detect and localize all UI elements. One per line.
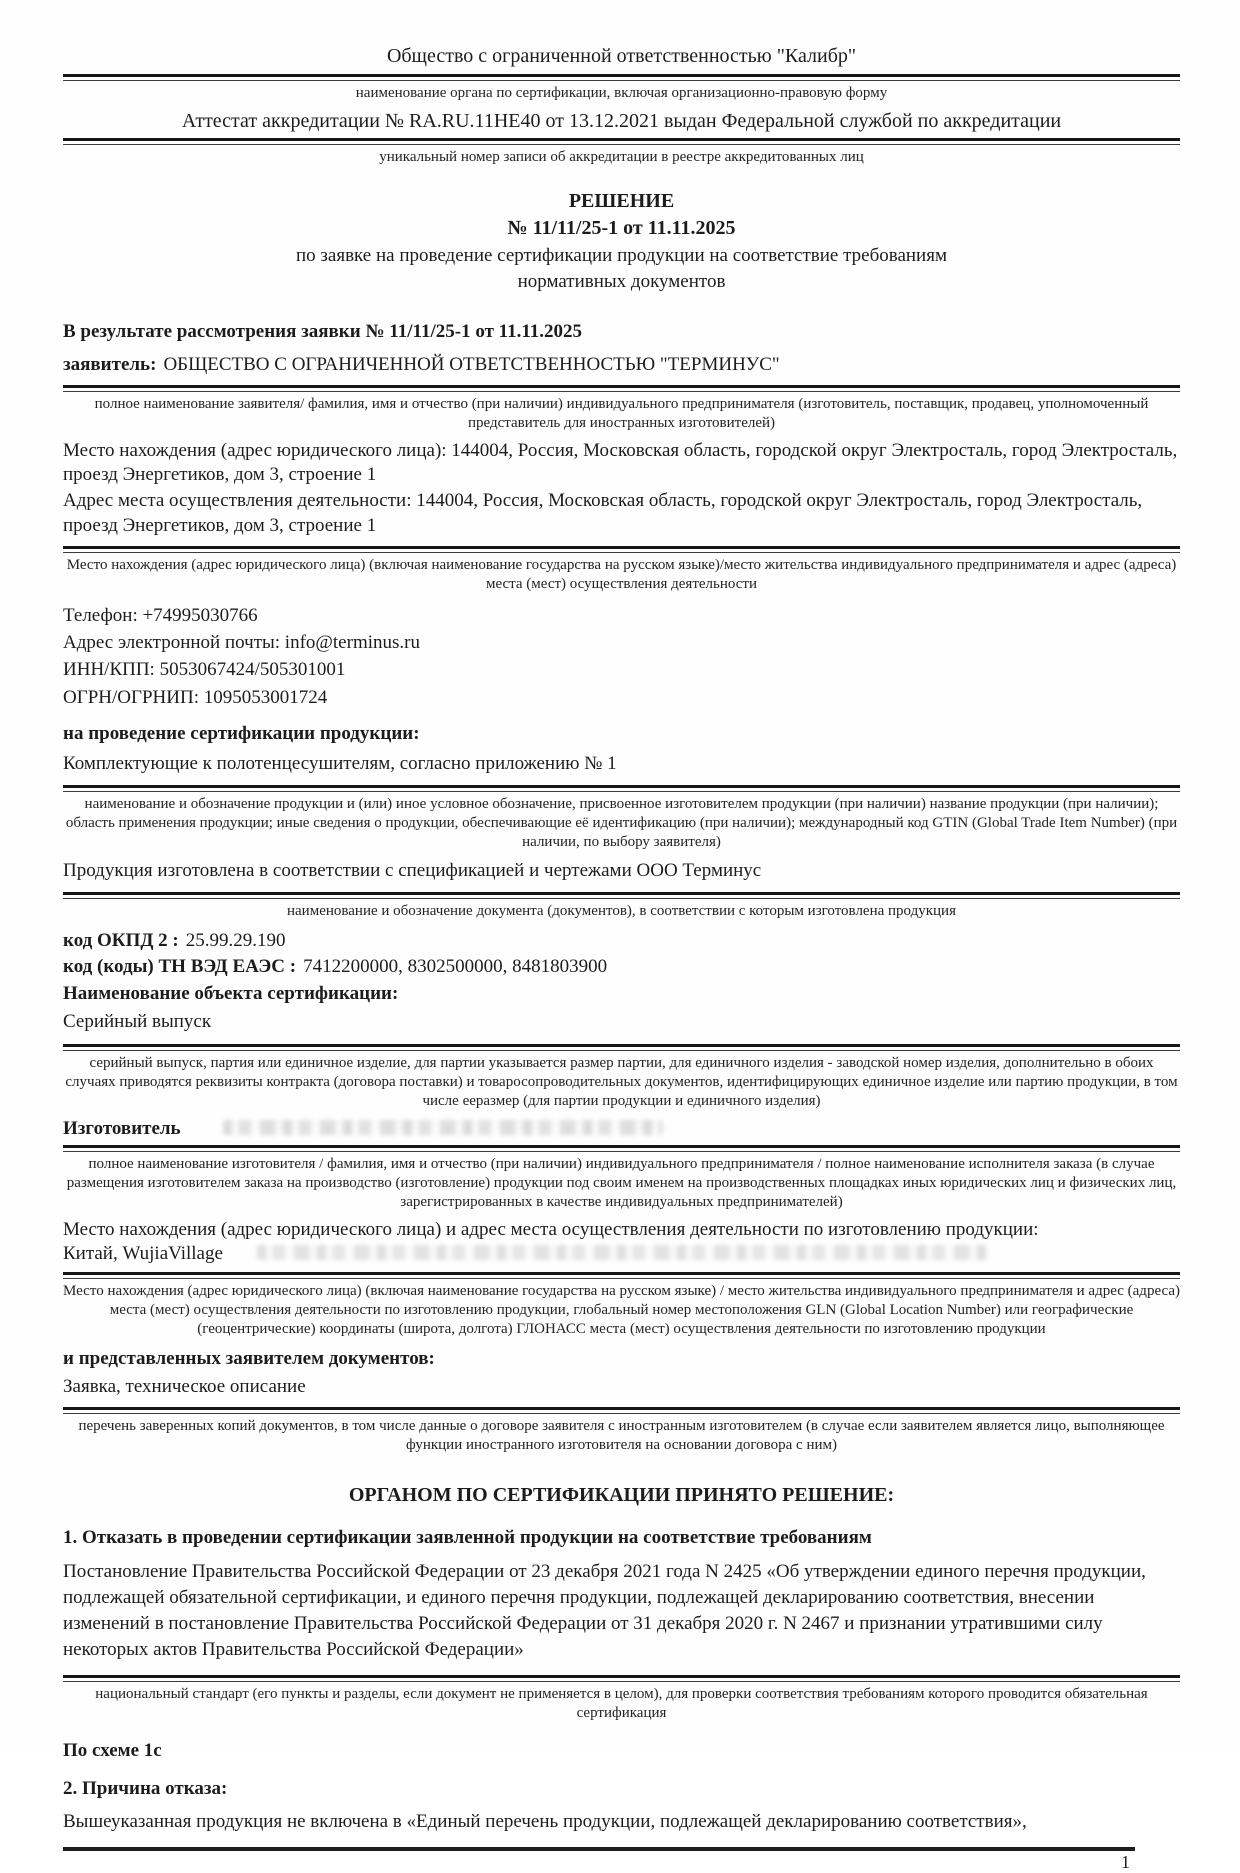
certification-object-value: Серийный выпуск (63, 1010, 212, 1032)
doc-purpose-line1: по заявке на проведение сертификации продукции на соответствие требованиям (295, 244, 947, 266)
product-name-caption: наименование и обозначение продукции и (или) иное условное обозначение, присвоенное изготовителем продукции (при наличии) название продукции (при наличии); область применения продукции; иные сведения о продукции, обеспечивающие её идентификацию (при наличии); международный код GTIN (Global Trade Item Number) (при наличии, по выбору заявителя) (65, 795, 1178, 850)
doc-number: № 11/11/25-1 от 11.11.2025 (507, 216, 736, 239)
divider (63, 1044, 1180, 1051)
decision-item1-text: Постановление Правительства Российской Федерации от 23 декабря 2021 года N 2425 «Об утверждении единого перечня продукции, подлежащей обязательной сертификации, и единого перечня продукции, подлежащей декларированию соответствия, внесении изменений в постановление Правительства Российской Федерации от 31 декабря 2020 г. N 2467 и признании утратившими силу некоторых актов Правительства Российской Федерации» (63, 1560, 1146, 1661)
decision-item1-caption: национальный стандарт (его пункты и разделы, если документ не применяется в целом), для проверки соответствия требованиям которого проводится обязательная сертификация (95, 1686, 1148, 1722)
cert-body-name: Общество с ограниченной ответственностью "Калибр" (386, 45, 857, 67)
divider (63, 1407, 1180, 1414)
applicant-caption: полное наименование заявителя/ фамилия, имя и отчество (при наличии) индивидуального предпринимателя (изготовитель, поставщик, продавец, уполномоченный представитель для иностранных изготовителей) (94, 396, 1149, 431)
certification-object-heading: Наименование объекта сертификации: (63, 983, 399, 1005)
activity-address: Адрес места осуществления деятельности: 144004, Россия, Московская область, городской округ Электросталь, город Электросталь, проезд Энергетиков, дом 3, строение 1 (63, 490, 1143, 536)
manufacturer-address-line2: Китай, WujiaVillage (63, 1242, 223, 1264)
application-result-line: В результате рассмотрения заявки № 11/11/25-1 от 11.11.2025 (63, 321, 583, 343)
scan-artifact (223, 1120, 663, 1135)
manufacturer-heading-caption: полное наименование изготовителя / фамилия, имя и отчество (при наличии) индивидуального предпринимателя / полное наименование исполнителя заказа (в случае размещения изготовителем заказа на производство (изготовление) продукции под своим именем на производственных площадках иных юридических лиц и физических лиц, зарегистрированных в качестве индивидуальных предпринимателей) (66, 1155, 1177, 1210)
documents-caption: перечень заверенных копий документов, в том числе данные о договоре заявителя с иностранным изготовителем (в случае если заявителем является лицо, выполняющее функции иностранного изготовителя на основании договора с ним) (78, 1418, 1165, 1454)
manufacturer-address-caption: Место нахождения (адрес юридического лица) (включая наименование государства на русском языке) / место жительства индивидуального предпринимателя и адрес (адреса) места (мест) осуществления деятельности по изготовлению продукции, глобальный номер местоположения GLN (Global Location Number) или географические (геоцентрические) координаты (широта, долгота) ГЛОНАСС места (мест) осуществления деятельности по изготовлению продукции (63, 1283, 1180, 1337)
decision-heading: ОРГАНОМ ПО СЕРТИФИКАЦИИ ПРИНЯТО РЕШЕНИЕ: (348, 1484, 895, 1507)
accreditation-caption: уникальный номер записи об аккредитации в реестре аккредитованных лиц (379, 148, 864, 165)
okpd-label: код ОКПД 2 : (63, 929, 179, 951)
product-made-according: Продукция изготовлена в соответствии с спецификацией и чертежами ООО Терминус (63, 860, 762, 882)
divider (63, 1272, 1180, 1279)
manufacturer-heading: Изготовитель (63, 1117, 181, 1139)
product-name: Комплектующие к полотенцесушителям, согласно приложению № 1 (63, 753, 617, 775)
tnved-value: 7412200000, 8302500000, 8481803900 (303, 955, 608, 977)
divider (63, 1675, 1180, 1682)
email-line: Адрес электронной почты: info@terminus.ru (63, 632, 420, 654)
manufacturer-address (63, 1218, 1180, 1267)
inn-kpp-line: ИНН/КПП: 5053067424/505301001 (63, 659, 346, 681)
manufacturer-heading-line (63, 1117, 1180, 1141)
divider (63, 892, 1180, 899)
applicant-line (63, 353, 1180, 377)
scan-artifact (257, 1245, 987, 1260)
address-caption: Место нахождения (адрес юридического лица) (включая наименование государства на русском языке)/место жительства индивидуального предпринимателя и адрес (адреса) места (мест) осуществления деятельности (66, 557, 1177, 592)
documents-value: Заявка, техническое описание (63, 1376, 306, 1398)
legal-address: Место нахождения (адрес юридического лица): 144004, Россия, Московская область, городской округ Электросталь, город Электросталь, проезд Энергетиков, дом 3, строение 1 (63, 439, 1178, 486)
decision-item2-heading: 2. Причина отказа: (63, 1778, 228, 1800)
tnved-label: код (коды) ТН ВЭД ЕАЭС : (63, 955, 297, 977)
certification-object-caption: серийный выпуск, партия или единичное изделие, для партии указывается размер партии, для единичного изделия - заводской номер изделия, дополнительно в обоих случаях приводятся реквизиты контракта (договора поставки) и товаросопроводительных документов, идентифицирующих единичное изделие или партию продукции, в том числе ееразмер (для партии продукции и единичного изделия) (65, 1054, 1178, 1109)
product-doc-caption: наименование и обозначение документа (документов), в соответствии с которым изготовлена продукция (286, 902, 956, 919)
applicant-label: заявитель: (63, 353, 157, 375)
tnved-code-line (63, 955, 1180, 979)
manufacturer-address-line1: Место нахождения (адрес юридического лица) и адрес места осуществления деятельности по изготовлению продукции: (63, 1218, 1039, 1240)
doc-title: РЕШЕНИЕ (568, 189, 675, 212)
doc-purpose-line2: нормативных документов (517, 271, 726, 293)
divider (63, 385, 1180, 392)
divider (63, 138, 1180, 145)
decision-item2-text: Вышеуказанная продукция не включена в «Единый перечень продукции, подлежащей декларированию соответствия», (63, 1810, 1027, 1832)
cert-body-caption: наименование органа по сертификации, включая организационно-правовую форму (355, 85, 888, 101)
divider (63, 74, 1180, 81)
footer-divider (63, 1847, 1135, 1851)
phone-line: Телефон: +74995030766 (63, 604, 258, 626)
product-section-heading: на проведение сертификации продукции: (63, 723, 420, 745)
okpd-code-line (63, 929, 1180, 953)
divider (63, 1145, 1180, 1152)
documents-heading: и представленных заявителем документов: (63, 1347, 435, 1369)
divider (63, 785, 1180, 792)
ogrn-line: ОГРН/ОГРНИП: 1095053001724 (63, 686, 328, 708)
applicant-value: ОБЩЕСТВО С ОГРАНИЧЕННОЙ ОТВЕТСТВЕННОСТЬЮ "ТЕРМИНУС" (163, 353, 780, 375)
divider (63, 546, 1180, 553)
page-number: 1 (1121, 1852, 1130, 1873)
okpd-value: 25.99.29.190 (185, 929, 286, 951)
scheme-line: По схеме 1с (63, 1740, 162, 1762)
accreditation-line: Аттестат аккредитации № RA.RU.11НЕ40 от 13.12.2021 выдан Федеральной службой по аккредитации (181, 109, 1062, 132)
decision-item1-heading: 1. Отказать в проведении сертификации заявленной продукции на соответствие требованиям (63, 1527, 872, 1549)
